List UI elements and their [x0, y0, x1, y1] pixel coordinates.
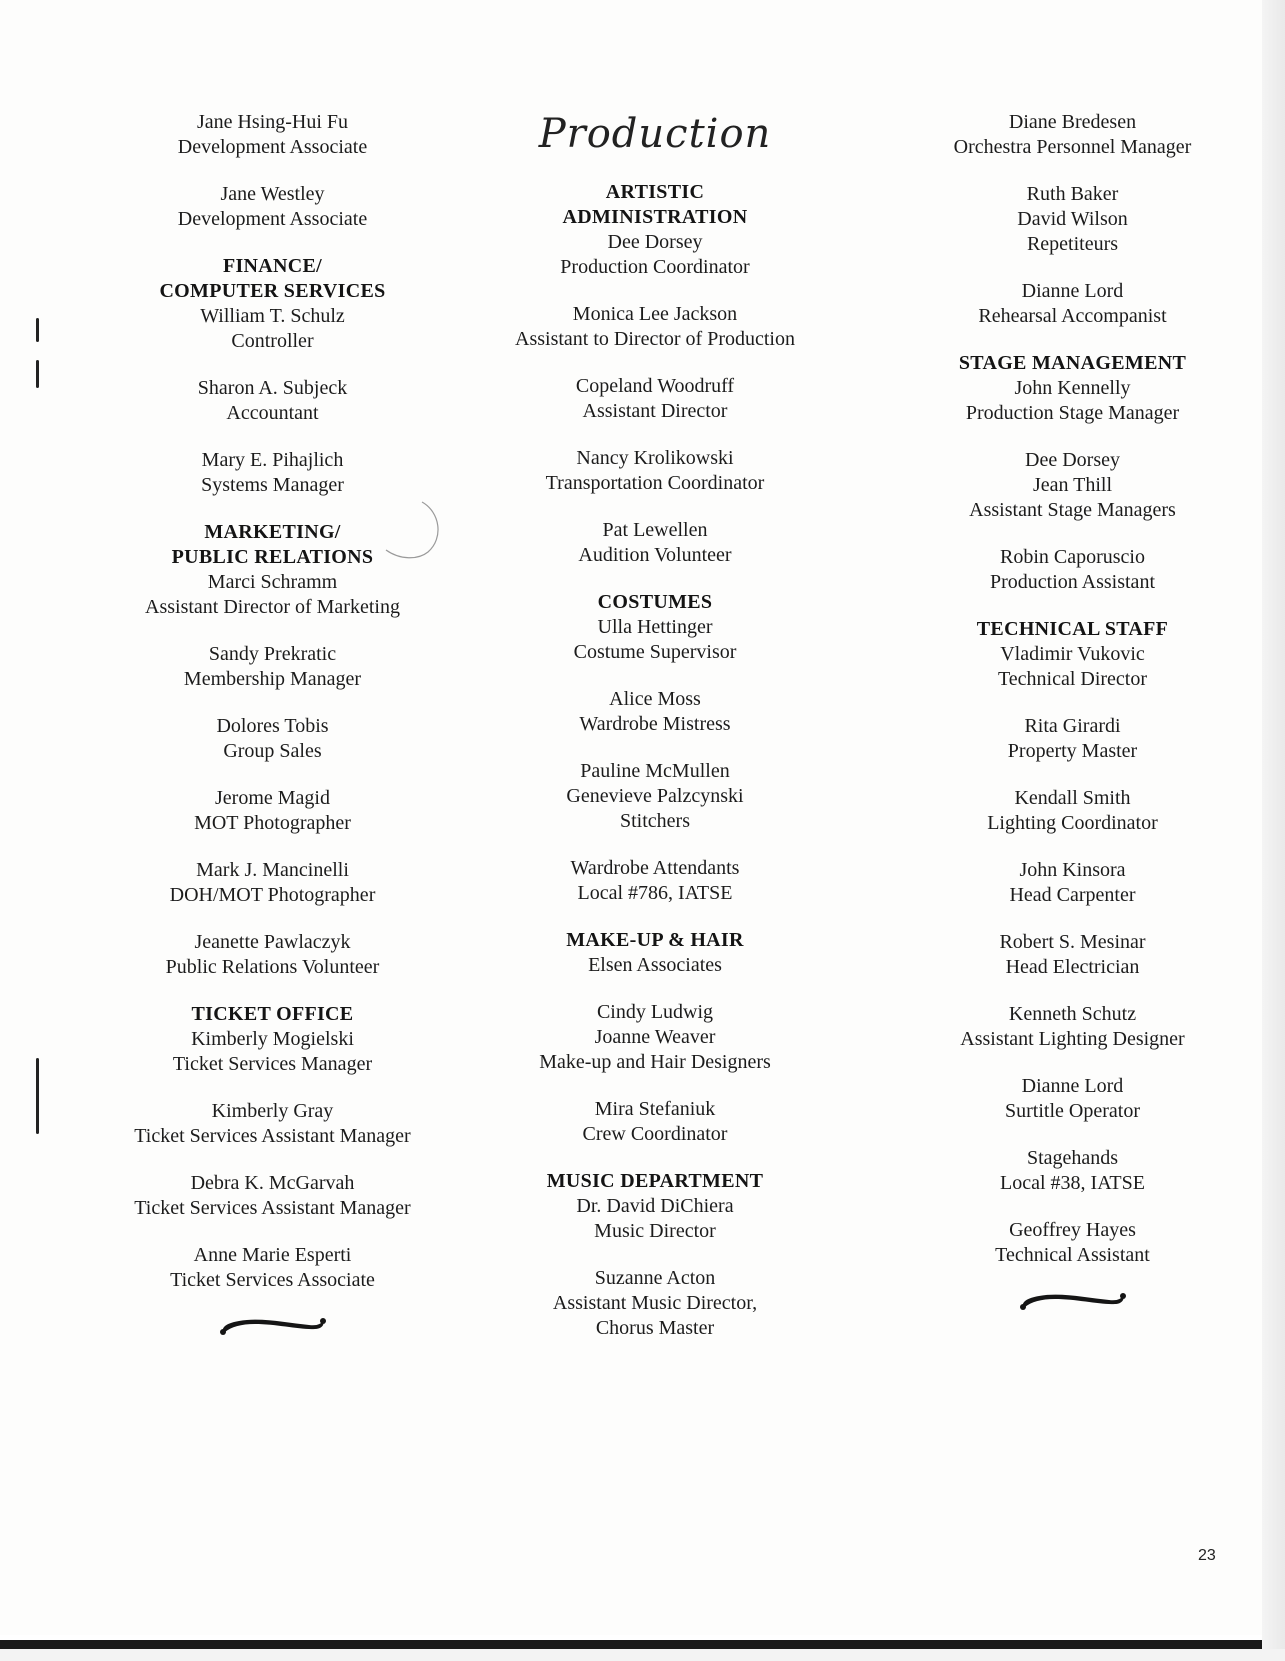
staff-name: Geoffrey Hayes [1009, 1219, 1136, 1241]
staff-entry [110, 1099, 435, 1149]
section-heading: TECHNICAL STAFF [976, 618, 1169, 640]
staff-name: Kimberly Gray [211, 1100, 334, 1122]
staff-role: Accountant [226, 402, 319, 424]
staff-entry [110, 110, 435, 160]
staff-name: Jeanette Pawlaczyk [194, 931, 351, 953]
staff-role: Chorus Master [595, 1317, 715, 1339]
staff-section [495, 1169, 815, 1244]
staff-role: Systems Manager [201, 474, 344, 496]
staff-entry [905, 786, 1240, 836]
staff-section [110, 254, 435, 354]
section-heading: MUSIC DEPARTMENT [546, 1170, 764, 1192]
staff-role: Crew Coordinator [582, 1123, 728, 1145]
section-heading: COSTUMES [597, 591, 713, 613]
staff-role: Local #38, IATSE [1000, 1172, 1145, 1194]
staff-role: Local #786, IATSE [577, 882, 733, 904]
staff-entry [495, 518, 815, 568]
staff-entry [905, 930, 1240, 980]
bottom-rule [0, 1640, 1262, 1649]
staff-role: Ticket Services Assistant Manager [134, 1125, 411, 1147]
staff-entry [110, 376, 435, 426]
staff-name: Jean Thill [1032, 474, 1113, 496]
staff-entry [905, 714, 1240, 764]
staff-name: Marci Schramm [207, 571, 338, 593]
staff-role: Ticket Services Associate [170, 1269, 375, 1291]
staff-name: Ruth Baker [1026, 183, 1119, 205]
staff-name: Ulla Hettinger [597, 616, 713, 638]
flourish-ornament [217, 1315, 329, 1337]
staff-entry [905, 858, 1240, 908]
section-heading: PUBLIC RELATIONS [171, 546, 374, 568]
staff-name: Kenneth Schutz [1008, 1003, 1137, 1025]
staff-name: John Kennelly [1014, 377, 1131, 399]
staff-name: David Wilson [1017, 208, 1128, 230]
staff-entry [110, 1243, 435, 1293]
left-column [110, 110, 435, 1337]
center-column-entries [495, 180, 815, 1341]
staff-role: Ticket Services Manager [172, 1053, 373, 1075]
staff-name: Joanne Weaver [594, 1026, 716, 1048]
staff-role: Membership Manager [183, 668, 362, 690]
section-heading: FINANCE/ [222, 255, 323, 277]
staff-name: Dianne Lord [1021, 1075, 1124, 1097]
staff-role: Assistant Stage Managers [969, 499, 1176, 521]
section-heading: ADMINISTRATION [562, 206, 748, 228]
staff-role: Production Stage Manager [965, 402, 1180, 424]
staff-entry [905, 545, 1240, 595]
staff-name: William T. Schulz [200, 305, 345, 327]
staff-entry [495, 1000, 815, 1075]
staff-section [905, 617, 1240, 692]
staff-role: Development Associate [177, 136, 368, 158]
staff-name: Alice Moss [609, 688, 701, 710]
staff-entry [495, 1266, 815, 1341]
staff-role: Assistant to Director of Production [515, 328, 795, 350]
staff-section [110, 1002, 435, 1077]
staff-entry [495, 856, 815, 906]
staff-name: Kendall Smith [1014, 787, 1131, 809]
page-number: 23 [1198, 1547, 1216, 1564]
binding-mark [36, 360, 39, 388]
staff-role: Music Director [594, 1220, 716, 1242]
binding-mark [36, 318, 39, 342]
section-heading: TICKET OFFICE [191, 1003, 354, 1025]
staff-role: Rehearsal Accompanist [978, 305, 1167, 327]
staff-name: Genevieve Palzcynski [566, 785, 744, 807]
staff-entry [110, 182, 435, 232]
staff-name: Stagehands [1026, 1147, 1119, 1169]
staff-entry [495, 1097, 815, 1147]
staff-role: Property Master [1007, 740, 1138, 762]
staff-name: Nancy Krolikowski [576, 447, 734, 469]
staff-role: Costume Supervisor [573, 641, 737, 663]
staff-entry [495, 687, 815, 737]
staff-name: Jerome Magid [215, 787, 330, 809]
section-heading: ARTISTIC [605, 181, 705, 203]
staff-name: Pat Lewellen [602, 519, 708, 541]
staff-name: Robin Caporuscio [1000, 546, 1145, 568]
section-heading: STAGE MANAGEMENT [958, 352, 1187, 374]
staff-role: Wardrobe Mistress [579, 713, 731, 735]
staff-name: John Kinsora [1019, 859, 1126, 881]
right-column [905, 110, 1240, 1312]
staff-entry [495, 446, 815, 496]
staff-name: Diane Bredesen [1008, 111, 1137, 133]
staff-name: Mira Stefaniuk [594, 1098, 716, 1120]
staff-role: Orchestra Personnel Manager [953, 136, 1192, 158]
staff-name: Assistant Music Director, [552, 1292, 758, 1314]
staff-role: Public Relations Volunteer [165, 956, 380, 978]
staff-role: Transportation Coordinator [545, 472, 765, 494]
staff-role: Assistant Lighting Designer [960, 1028, 1185, 1050]
staff-name: Kimberly Mogielski [191, 1028, 354, 1050]
staff-role: Group Sales [223, 740, 322, 762]
staff-role: Assistant Director of Marketing [145, 596, 400, 618]
staff-role: Repetiteurs [1026, 233, 1119, 255]
staff-name: Suzanne Acton [594, 1267, 716, 1289]
staff-entry [905, 110, 1240, 160]
staff-role: DOH/MOT Photographer [169, 884, 376, 906]
staff-role: Elsen Associates [588, 954, 722, 976]
staff-entry [110, 858, 435, 908]
section-heading: MARKETING/ [204, 521, 341, 543]
staff-name: Sandy Prekratic [208, 643, 337, 665]
staff-role: Lighting Coordinator [987, 812, 1158, 834]
staff-name: Dee Dorsey [1025, 449, 1120, 471]
staff-section [495, 928, 815, 978]
staff-role: Audition Volunteer [578, 544, 732, 566]
staff-entry [905, 182, 1240, 257]
staff-role: Production Coordinator [560, 256, 750, 278]
staff-role: MOT Photographer [194, 812, 351, 834]
page-title: Production [538, 111, 772, 157]
staff-entry [110, 930, 435, 980]
staff-entry [905, 1218, 1240, 1268]
staff-role: Head Carpenter [1009, 884, 1136, 906]
staff-entry [110, 714, 435, 764]
staff-role: Head Electrician [1005, 956, 1140, 978]
staff-name: Vladimir Vukovic [1000, 643, 1145, 665]
staff-entry [905, 1074, 1240, 1124]
staff-entry [905, 1002, 1240, 1052]
staff-role: Assistant Director [582, 400, 728, 422]
staff-entry [905, 448, 1240, 523]
staff-name: Rita Girardi [1024, 715, 1121, 737]
staff-section [905, 351, 1240, 426]
staff-role: Make-up and Hair Designers [539, 1051, 771, 1073]
staff-name: Robert S. Mesinar [999, 931, 1146, 953]
staff-entry [905, 1146, 1240, 1196]
staff-entry [495, 374, 815, 424]
staff-role: Production Assistant [989, 571, 1155, 593]
staff-entry [495, 759, 815, 834]
staff-name: Pauline McMullen [580, 760, 730, 782]
staff-role: Technical Assistant [995, 1244, 1150, 1266]
staff-role: Stitchers [620, 810, 690, 832]
staff-role: Controller [231, 330, 314, 352]
staff-entry [495, 302, 815, 352]
page-bottom-margin [0, 1649, 1285, 1661]
staff-name: Mary E. Pihajlich [201, 449, 344, 471]
staff-name: Monica Lee Jackson [572, 303, 738, 325]
staff-role: Technical Director [997, 668, 1148, 690]
staff-name: Jane Westley [220, 183, 325, 205]
staff-role: Ticket Services Assistant Manager [134, 1197, 411, 1219]
staff-role: Development Associate [177, 208, 368, 230]
flourish-ornament [1017, 1290, 1129, 1312]
staff-section [110, 520, 435, 620]
staff-name: Wardrobe Attendants [570, 857, 740, 879]
staff-name: Dee Dorsey [607, 231, 703, 253]
staff-name: Sharon A. Subjeck [197, 377, 348, 399]
center-column [495, 108, 815, 1363]
staff-name: Jane Hsing-Hui Fu [196, 111, 349, 133]
staff-name: Dolores Tobis [216, 715, 329, 737]
section-heading: MAKE-UP & HAIR [566, 929, 744, 951]
section-heading: COMPUTER SERVICES [159, 280, 386, 302]
staff-name: Copeland Woodruff [575, 375, 735, 397]
staff-name: Dr. David DiChiera [576, 1195, 734, 1217]
staff-entry [110, 1171, 435, 1221]
staff-role: Surtitle Operator [1005, 1100, 1140, 1122]
staff-name: Mark J. Mancinelli [196, 859, 349, 881]
binding-mark [36, 1058, 39, 1134]
staff-entry [110, 786, 435, 836]
staff-entry [110, 642, 435, 692]
staff-name: Anne Marie Esperti [193, 1244, 352, 1266]
staff-section [495, 590, 815, 665]
staff-entry [905, 279, 1240, 329]
staff-section [495, 180, 815, 280]
staff-name: Debra K. McGarvah [190, 1172, 355, 1194]
staff-entry [110, 448, 435, 498]
staff-name: Dianne Lord [1021, 280, 1124, 302]
page-edge-shadow [1262, 0, 1285, 1661]
staff-name: Cindy Ludwig [596, 1001, 714, 1023]
